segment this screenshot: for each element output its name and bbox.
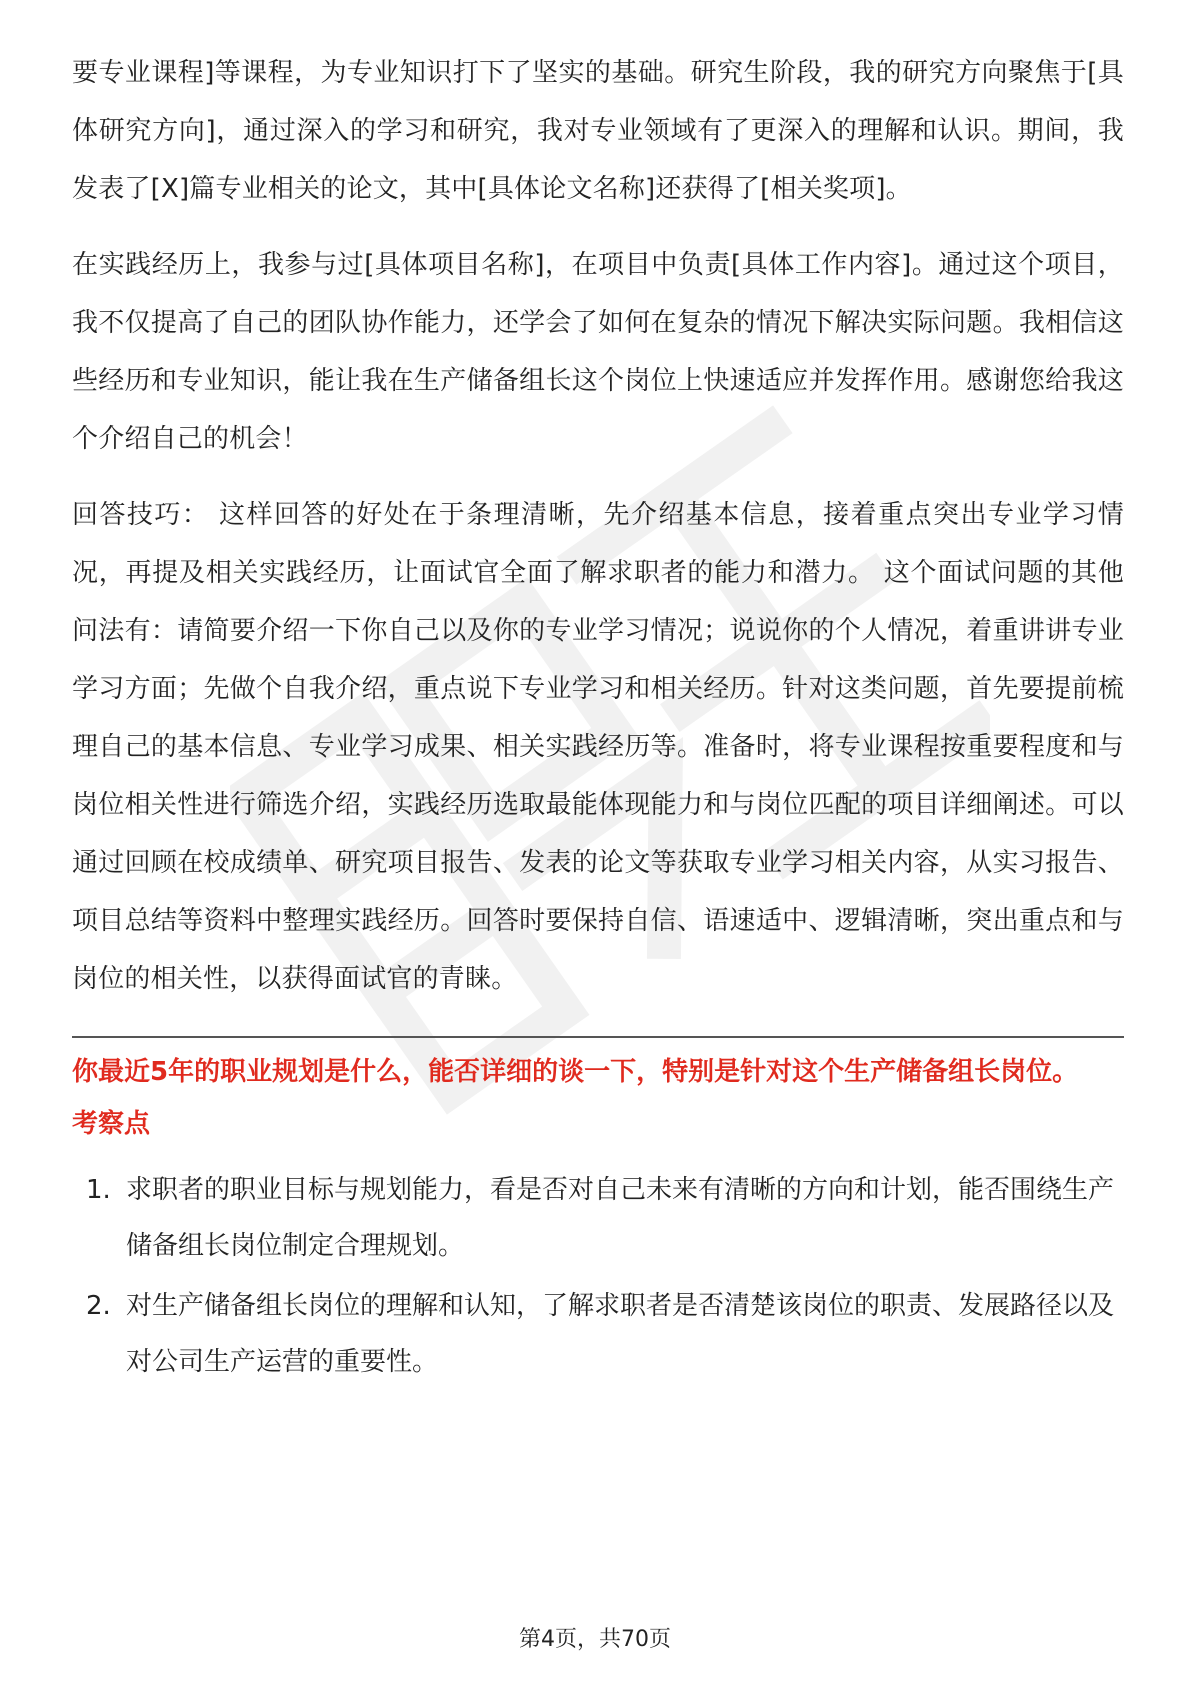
list-item-number: 1. [86, 1175, 111, 1205]
page-number: 第4页，共70页 [519, 1627, 671, 1652]
question-heading: 你最近5年的职业规划是什么，能否详细的谈一下，特别是针对这个生产储备组长岗位。 [72, 1057, 1079, 1087]
list-item-text: 对生产储备组长岗位的理解和认知，了解求职者是否清楚该岗位的职责、发展路径以及对公司生产运营的重要性。 [126, 1291, 1115, 1377]
focus-points-list [72, 1162, 1124, 1390]
body-paragraph-1: 要专业课程]等课程，为专业知识打下了坚实的基础。研究生阶段，我的研究方向聚焦于[具体研究方向]，通过深入的学习和研究，我对专业领域有了更深入的理解和认识。期间，我发表了[X]篇专业相关的论文，其中[具体论文名称]还获得了[相关奖项]。 [72, 58, 1124, 204]
section-divider [72, 1036, 1124, 1038]
list-item [72, 1162, 1124, 1274]
list-item [72, 1278, 1124, 1390]
list-item-number: 2. [86, 1291, 111, 1321]
focus-points-label: 考察点 [72, 1109, 151, 1139]
body-paragraph-2: 在实践经历上，我参与过[具体项目名称]，在项目中负责[具体工作内容]。通过这个项目，我不仅提高了自己的团队协作能力，还学会了如何在复杂的情况下解决实际问题。我相信这些经历和专业知识，能让我在生产储备组长这个岗位上快速适应并发挥作用。感谢您给我这个介绍自己的机会！ [72, 250, 1124, 454]
list-item-text: 求职者的职业目标与规划能力，看是否对自己未来有清晰的方向和计划，能否围绕生产储备组长岗位制定合理规划。 [126, 1175, 1115, 1261]
page-content [72, 44, 1124, 1394]
answer-tips-paragraph: 回答技巧： 这样回答的好处在于条理清晰，先介绍基本信息，接着重点突出专业学习情况，再提及相关实践经历，让面试官全面了解求职者的能力和潜力。 这个面试问题的其他问法有：请简要介绍一下你自己以及你的专业学习情况；说说你的个人情况，着重讲讲专业学习方面；先做个自我介绍，重点说下专业学习和相关经历。针对这类问题，首先要提前梳理自己的基本信息、专业学习成果、相关实践经历等。准备时，将专业课程按重要程度和与岗位相关性进行筛选介绍，实践经历选取最能体现能力和与岗位匹配的项目详细阐述。可以通过回顾在校成绩单、研究项目报告、发表的论文等获取专业学习相关内容，从实习报告、项目总结等资料中整理实践经历。回答时要保持自信、语速适中、逻辑清晰，突出重点和与岗位的相关性，以获得面试官的青睐。 [72, 500, 1124, 994]
